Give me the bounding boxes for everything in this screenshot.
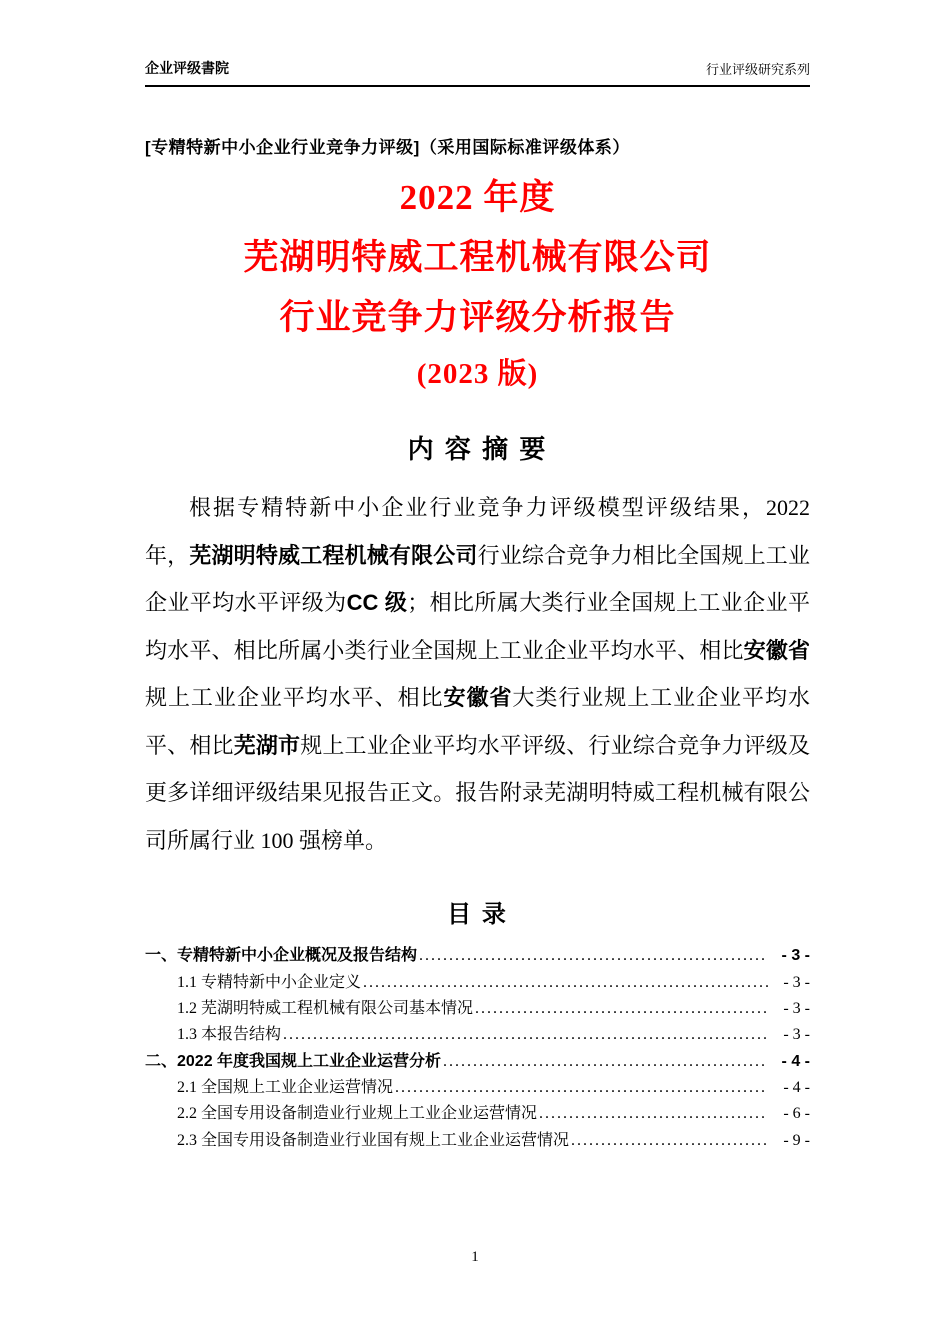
toc-item-page: - 3 - — [781, 947, 810, 965]
summary-emphasis-text: CC 级 — [346, 590, 408, 616]
rating-system-subtitle: [专精特新中小企业行业竞争力评级]（采用国际标准评级体系） — [145, 138, 630, 157]
toc-item — [145, 1101, 810, 1127]
toc-item — [145, 943, 810, 969]
summary-emphasis-text: 芜湖市 — [233, 732, 301, 758]
toc-item — [145, 1049, 810, 1075]
summary-text: 行业综合竞争力相比全国规上工业企业平均水平评级为 — [145, 542, 810, 616]
report-name-title: 行业竞争力评级分析报告 — [279, 298, 676, 337]
toc-item — [145, 970, 810, 996]
summary-heading: 内 容 摘 要 — [407, 434, 548, 464]
toc-leader-dots — [283, 1022, 768, 1048]
toc-item — [145, 996, 810, 1022]
summary-paragraph — [145, 484, 810, 864]
toc-heading: 目 录 — [447, 901, 508, 929]
toc-item-page: - 4 - — [783, 1079, 810, 1097]
report-year-title: 2022 年度 — [399, 178, 556, 217]
summary-emphasis-text: 芜湖明特威工程机械有限公司 — [189, 542, 478, 568]
toc-item-page: - 6 - — [783, 1105, 810, 1123]
toc-item-label: 2.2 全国专用设备制造业行业规上工业企业运营情况 — [177, 1105, 538, 1123]
company-name-title: 芜湖明特威工程机械有限公司 — [243, 238, 712, 277]
toc-item-label: 1.3 本报告结构 — [177, 1026, 282, 1044]
toc-leader-dots — [571, 1128, 768, 1154]
toc-leader-dots — [395, 1075, 768, 1101]
toc-item-page: - 3 - — [783, 973, 810, 991]
toc-leader-dots — [443, 1049, 768, 1075]
toc-item-label: 1.2 芜湖明特威工程机械有限公司基本情况 — [177, 999, 474, 1017]
toc-item-label: 一、专精特新中小企业概况及报告结构 — [145, 947, 418, 965]
summary-text: ；相比所属大类行业全国规上工业企业平均水平、相比所属小类行业全国规上工业企业平均水平、相比 — [145, 590, 810, 663]
toc-item-label: 2.3 全国专用设备制造业行业国有规上工业企业运营情况 — [177, 1131, 570, 1149]
toc-item — [145, 1075, 810, 1101]
toc-item-label: 2.1 全国规上工业企业运营情况 — [177, 1079, 394, 1097]
toc-item — [145, 1022, 810, 1048]
report-title-block — [145, 180, 810, 389]
toc-leader-dots — [363, 970, 768, 996]
toc-item-page: - 3 - — [783, 1026, 810, 1044]
toc-item-page: - 9 - — [783, 1131, 810, 1149]
toc-leader-dots — [539, 1101, 768, 1127]
toc-list — [145, 943, 810, 1154]
summary-emphasis-text: 安徽省 — [443, 685, 513, 711]
toc-leader-dots — [475, 996, 768, 1022]
summary-text: 根据专精特新中小企业行业竞争力评级模型评级结果，2022 年， — [145, 495, 810, 568]
summary-emphasis-text: 安徽省 — [743, 637, 810, 663]
header-org-name: 企业评级書院 — [145, 60, 229, 76]
summary-text: 大类行业规上工业企业平均水平、相比 — [145, 685, 810, 758]
header-series-name: 行业评级研究系列 — [705, 62, 810, 77]
toc-item — [145, 1128, 810, 1154]
toc-item-label: 二、2022 年度我国规上工业企业运营分析 — [145, 1052, 442, 1070]
page-header — [145, 58, 810, 87]
toc-leader-dots — [419, 943, 768, 969]
toc-item-page: - 4 - — [781, 1052, 810, 1070]
toc-item-label: 1.1 专精特新中小企业定义 — [177, 973, 362, 991]
toc-item-page: - 3 - — [783, 999, 810, 1017]
report-edition-title: (2023 版) — [416, 358, 539, 390]
summary-text: 规上工业企业平均水平评级、行业综合竞争力评级及更多详细评级结果见报告正文。报告附录芜湖明特威工程机械有限公司所属行业 100 强榜单。 — [145, 732, 810, 853]
summary-text: 规上工业企业平均水平、相比 — [145, 685, 444, 711]
page-number: 1 — [471, 1249, 479, 1265]
